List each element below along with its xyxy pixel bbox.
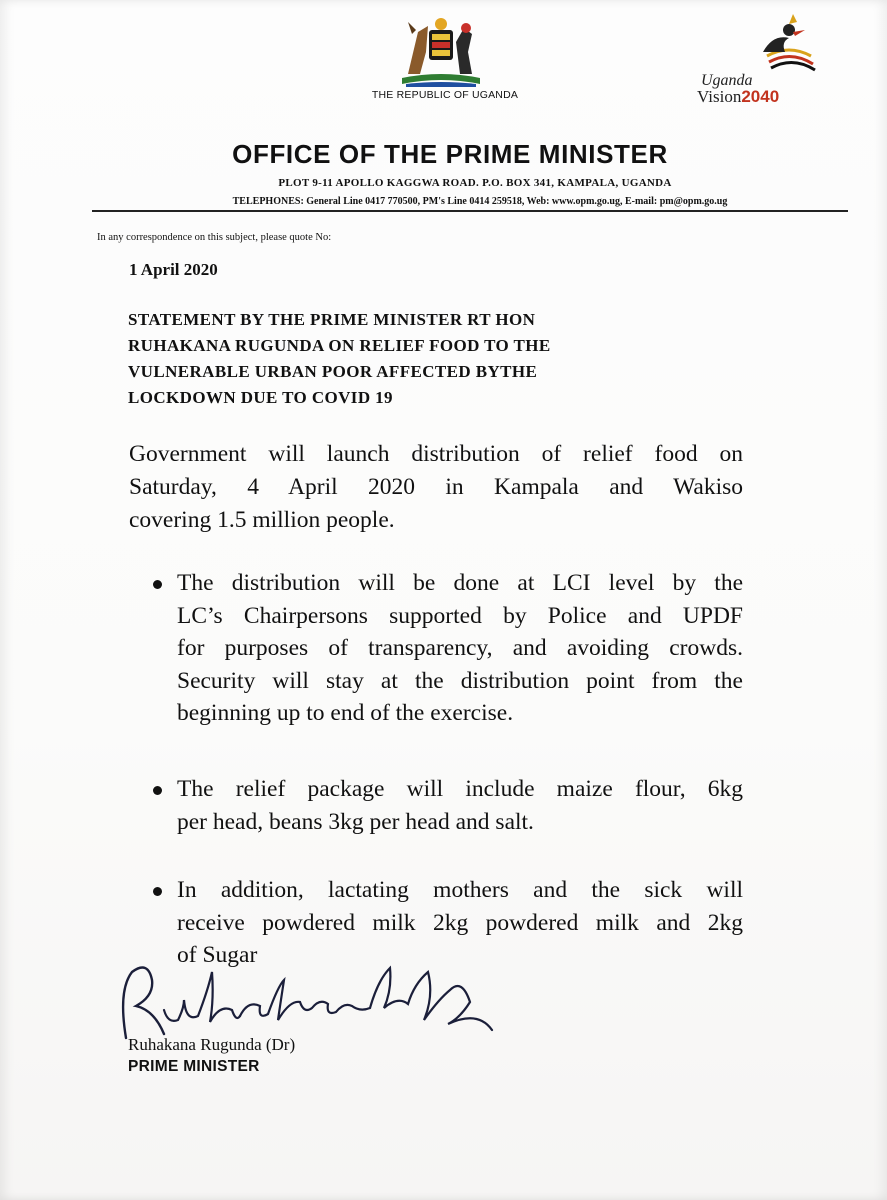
statement-title-line: LOCKDOWN DUE TO COVID 19 — [128, 388, 393, 407]
statement-title-line: VULNERABLE URBAN POOR AFFECTED BYTHE — [128, 362, 538, 381]
vision-text — [697, 87, 779, 107]
bullet-line: of Sugar — [177, 942, 258, 968]
bullet-text — [177, 567, 743, 730]
bullet-text — [177, 773, 743, 838]
signer-title: PRIME MINISTER — [128, 1058, 260, 1075]
office-address: PLOT 9-11 APOLLO KAGGWA ROAD. P.O. BOX 341, KAMPALA, UGANDA — [278, 177, 672, 189]
republic-label: THE REPUBLIC OF UGANDA — [371, 89, 519, 101]
vision-word: Vision — [697, 87, 742, 106]
intro-line: Saturday, 4 April 2020 in Kampala and Wakiso — [129, 474, 743, 500]
statement-title — [128, 307, 688, 411]
bullet-line: The distribution will be done at LCI level by the — [177, 570, 743, 596]
signer-name: Ruhakana Rugunda (Dr) — [128, 1035, 296, 1054]
office-title: OFFICE OF THE PRIME MINISTER — [232, 139, 668, 169]
intro-line: covering 1.5 million people. — [129, 507, 395, 533]
intro-paragraph — [129, 438, 743, 537]
intro-line: Government will launch distribution of relief food on — [129, 441, 743, 467]
statement-title-line: STATEMENT BY THE PRIME MINISTER RT HON — [128, 310, 536, 329]
bullet-line: per head, beans 3kg per head and salt. — [177, 808, 534, 835]
vision-uganda-text: Uganda — [701, 72, 753, 89]
vision-year: 2040 — [741, 87, 780, 106]
letter-date: 1 April 2020 — [129, 260, 218, 279]
statement-title-line: RUHAKANA RUGUNDA ON RELIEF FOOD TO THE — [128, 336, 551, 355]
bullet-dot-icon — [153, 786, 162, 795]
coat-of-arms-icon — [398, 12, 484, 88]
letterhead-divider — [92, 210, 848, 212]
bullet-line: In addition, lactating mothers and the sick will — [177, 877, 743, 903]
correspondence-note: In any correspondence on this subject, please quote No: — [97, 232, 332, 243]
bullet-dot-icon — [153, 580, 162, 589]
bullet-line: LC’s Chairpersons supported by Police and UPDF — [177, 602, 743, 629]
bullet-line: receive powdered milk 2kg powdered milk and 2kg — [177, 909, 743, 936]
bullet-line: Security will stay at the distribution point from the — [177, 667, 743, 694]
bullet-line: beginning up to end of the exercise. — [177, 700, 514, 726]
office-telephones: TELEPHONES: General Line 0417 770500, PM's Line 0414 259518, Web: www.opm.go.ug, E-mail: pm@opm.go.ug — [232, 196, 728, 207]
bullet-line: The relief package will include maize flour, 6kg — [177, 776, 743, 802]
bullet-dot-icon — [153, 887, 162, 896]
bullet-line: for purposes of transparency, and avoiding crowds. — [177, 635, 743, 661]
